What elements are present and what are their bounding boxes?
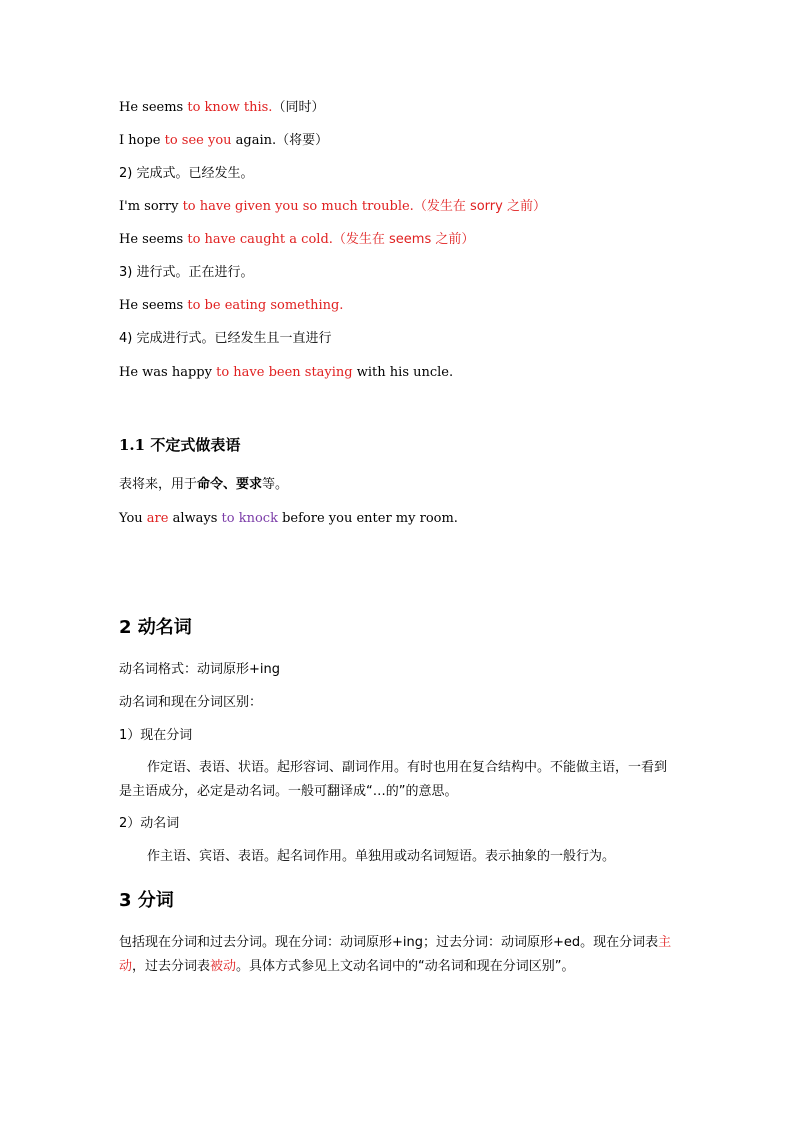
infinitive-highlight: to have caught a cold. <box>187 232 333 247</box>
section-1-1-example <box>119 510 458 528</box>
note-text: （发生在 sorry 之前） <box>413 199 546 214</box>
participle-text-part: ，过去分词表 <box>132 959 211 974</box>
present-participle-label: 1）现在分词 <box>119 728 193 743</box>
infinitive-highlight: to be eating something. <box>187 298 344 313</box>
gerund-label: 2）动名词 <box>119 816 180 831</box>
example-text: He was happy <box>119 365 217 380</box>
infinitive-highlight: to have been staying <box>216 365 353 380</box>
infinitive-highlight: to have given you so much trouble. <box>182 199 414 214</box>
note-text: （发生在 seems 之前） <box>332 232 475 247</box>
note-text: （将要） <box>276 133 329 148</box>
participle-text-part: 包括现在分词和过去分词。现在分词：动词原形+ing；过去分词：动词原形+ed。现在分词表 <box>119 935 659 950</box>
present-participle-text: 作定语、表语、状语。起形容词、副词作用。有时也用在复合结构中。不能做主语，一看到是主语成分，必定是动名词。一般可翻译成“…的”的意思。 <box>119 760 668 799</box>
form-item-progressive: 3) 进行式。正在进行。 <box>119 265 254 280</box>
example-text: He seems <box>119 298 188 313</box>
gerund-format: 动名词格式：动词原形+ing <box>119 662 280 677</box>
description-emphasis: 命令、要求 <box>197 477 263 492</box>
example-text: You <box>119 511 147 526</box>
example-line-6 <box>119 364 453 382</box>
example-text: before you enter my room. <box>277 511 458 526</box>
infinitive-highlight: to know this. <box>187 100 273 115</box>
example-text: I'm sorry <box>119 199 183 214</box>
example-line-5 <box>119 297 343 315</box>
section-1-1-description <box>119 476 288 494</box>
section-heading-3: 3 分词 <box>119 890 174 911</box>
description-text: 表将来，用于 <box>119 477 198 492</box>
note-text: （同时） <box>272 100 325 115</box>
description-text: 等。 <box>262 477 289 492</box>
section-heading-2: 2 动名词 <box>119 617 192 638</box>
example-text: again. <box>231 133 277 148</box>
verb-highlight: are <box>146 511 169 526</box>
infinitive-highlight: to see you <box>164 133 232 148</box>
example-line-2 <box>119 132 328 150</box>
gerund-difference-title: 动名词和现在分词区别： <box>119 695 263 710</box>
infinitive-highlight: to knock <box>221 511 278 526</box>
example-text: He seems <box>119 100 188 115</box>
example-line-1 <box>119 99 324 117</box>
example-text: with his uncle. <box>352 365 454 380</box>
active-highlight: 主动 <box>119 935 672 974</box>
gerund-text: 作主语、宾语、表语。起名词作用。单独用或动名词短语。表示抽象的一般行为。 <box>147 849 616 864</box>
passive-highlight: 被动 <box>210 959 237 974</box>
example-text: I hope <box>119 133 165 148</box>
form-item-perfect: 2) 完成式。已经发生。 <box>119 166 254 181</box>
example-text: He seems <box>119 232 188 247</box>
participle-text <box>119 931 679 979</box>
section-heading-1-1: 1.1 不定式做表语 <box>119 436 241 454</box>
example-line-3 <box>119 198 546 216</box>
example-text: always <box>168 511 222 526</box>
participle-text-part: 。具体方式参见上文动名词中的“动名词和现在分词区别”。 <box>236 959 575 974</box>
example-line-4 <box>119 231 474 249</box>
form-item-perfect-progressive: 4) 完成进行式。已经发生且一直进行 <box>119 331 332 346</box>
